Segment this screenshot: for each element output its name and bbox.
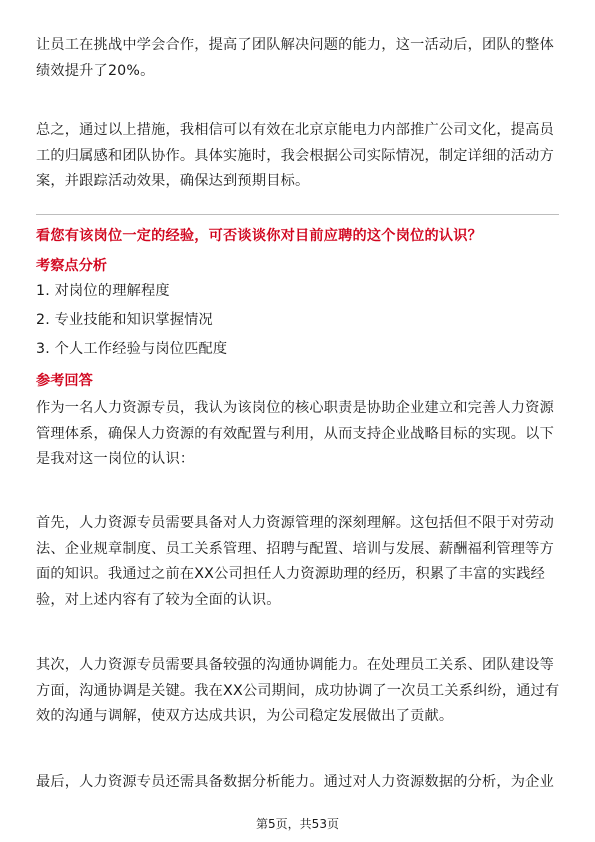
analysis-item-1: 1. 对岗位的理解程度 bbox=[36, 283, 170, 299]
answer-paragraph-1: 作为一名人力资源专员，我认为该岗位的核心职责是协助企业建立和完善人力资源 管理体系，确保人力资源的有效配置与利用，从而支持企业战略目标的实现。以下 是我对这一岗位的认识： bbox=[36, 400, 554, 467]
analysis-item-2: 2. 专业技能和知识掌握情况 bbox=[36, 312, 213, 328]
answer-heading: 参考回答 bbox=[36, 373, 93, 389]
section-divider bbox=[36, 214, 559, 215]
intro-paragraph-2: 总之，通过以上措施，我相信可以有效在北京京能电力内部推广公司文化，提高员 工的归属感和团队协作。具体实施时，我会根据公司实际情况，制定详细的活动方 案，并跟踪活动效果，确保达到预期目标。 bbox=[36, 122, 554, 189]
page-number-footer: 第5页，共53页 bbox=[256, 817, 339, 831]
answer-paragraph-4: 最后，人力资源专员还需具备数据分析能力。通过对人力资源数据的分析，为企业 bbox=[36, 774, 554, 790]
answer-paragraph-2: 首先，人力资源专员需要具备对人力资源管理的深刻理解。这包括但不限于对劳动 法、企业规章制度、员工关系管理、招聘与配置、培训与发展、薪酬福利管理等方 面的知识。我通过之前在XX公司担任人力资源助理的经历，积累了丰富的实践经 验，对上述内容有了较为全面的认识。 bbox=[36, 515, 554, 608]
answer-paragraph-3: 其次，人力资源专员需要具备较强的沟通协调能力。在处理员工关系、团队建设等 方面，沟通协调是关键。我在XX公司期间，成功协调了一次员工关系纠纷，通过有 效的沟通与调解，使双方达成共识，为公司稳定发展做出了贡献。 bbox=[36, 657, 560, 724]
interview-question: 看您有该岗位一定的经验，可否谈谈你对目前应聘的这个岗位的认识？ bbox=[36, 228, 483, 244]
analysis-item-3: 3. 个人工作经验与岗位匹配度 bbox=[36, 341, 228, 357]
intro-paragraph-1: 让员工在挑战中学会合作，提高了团队解决问题的能力，这一活动后，团队的整体 绩效提升了20%。 bbox=[36, 37, 554, 79]
analysis-heading: 考察点分析 bbox=[36, 258, 107, 274]
